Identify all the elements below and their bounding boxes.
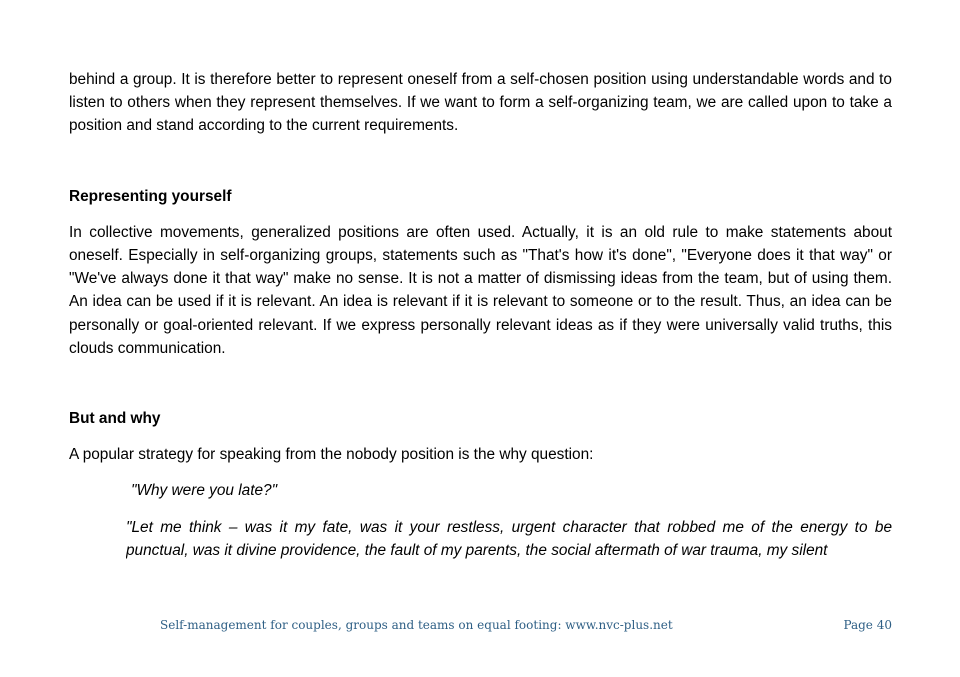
quote-let-me-think: "Let me think – was it my fate, was it your restless, urgent character that robbed me of the energy to be punctual, was it divine providence, the fault of my parents, the social aftermath of war trauma, my silent bbox=[126, 518, 892, 559]
paragraph-why-question: A popular strategy for speaking from the nobody position is the why question: bbox=[69, 446, 594, 464]
page-number: Page 40 bbox=[843, 618, 892, 632]
paragraph-representing-yourself: In collective movements, generalized positions are often used. Actually, it is an old rule to make statements about oneself. Especially in self-organizing groups, statements such as "That's how it's done", "Everyone does it that way" or "We've always done it that way" make no sense. It is not a matter of dismissing ideas from the team, but of using them. An idea can be used if it is relevant. An idea is relevant if it is relevant to someone or to the result. Thus, an idea can be personally or goal-oriented relevant. If we express personally relevant ideas as if they were universally valid truths, this clouds communication. bbox=[69, 223, 892, 357]
page-content bbox=[69, 68, 892, 562]
section-heading-representing-yourself: Representing yourself bbox=[69, 187, 232, 205]
footer-text: Self-management for couples, groups and teams on equal footing: www.nvc-plus.net bbox=[160, 618, 673, 632]
paragraph-intro: behind a group. It is therefore better to represent oneself from a self-chosen position using understandable words and to listen to others when they represent themselves. If we want to form a self-organizing team, we are called upon to take a position and stand according to the current requirements. bbox=[69, 71, 892, 135]
section-heading-but-and-why: But and why bbox=[69, 410, 161, 428]
quote-why-late: "Why were you late?" bbox=[131, 482, 278, 500]
